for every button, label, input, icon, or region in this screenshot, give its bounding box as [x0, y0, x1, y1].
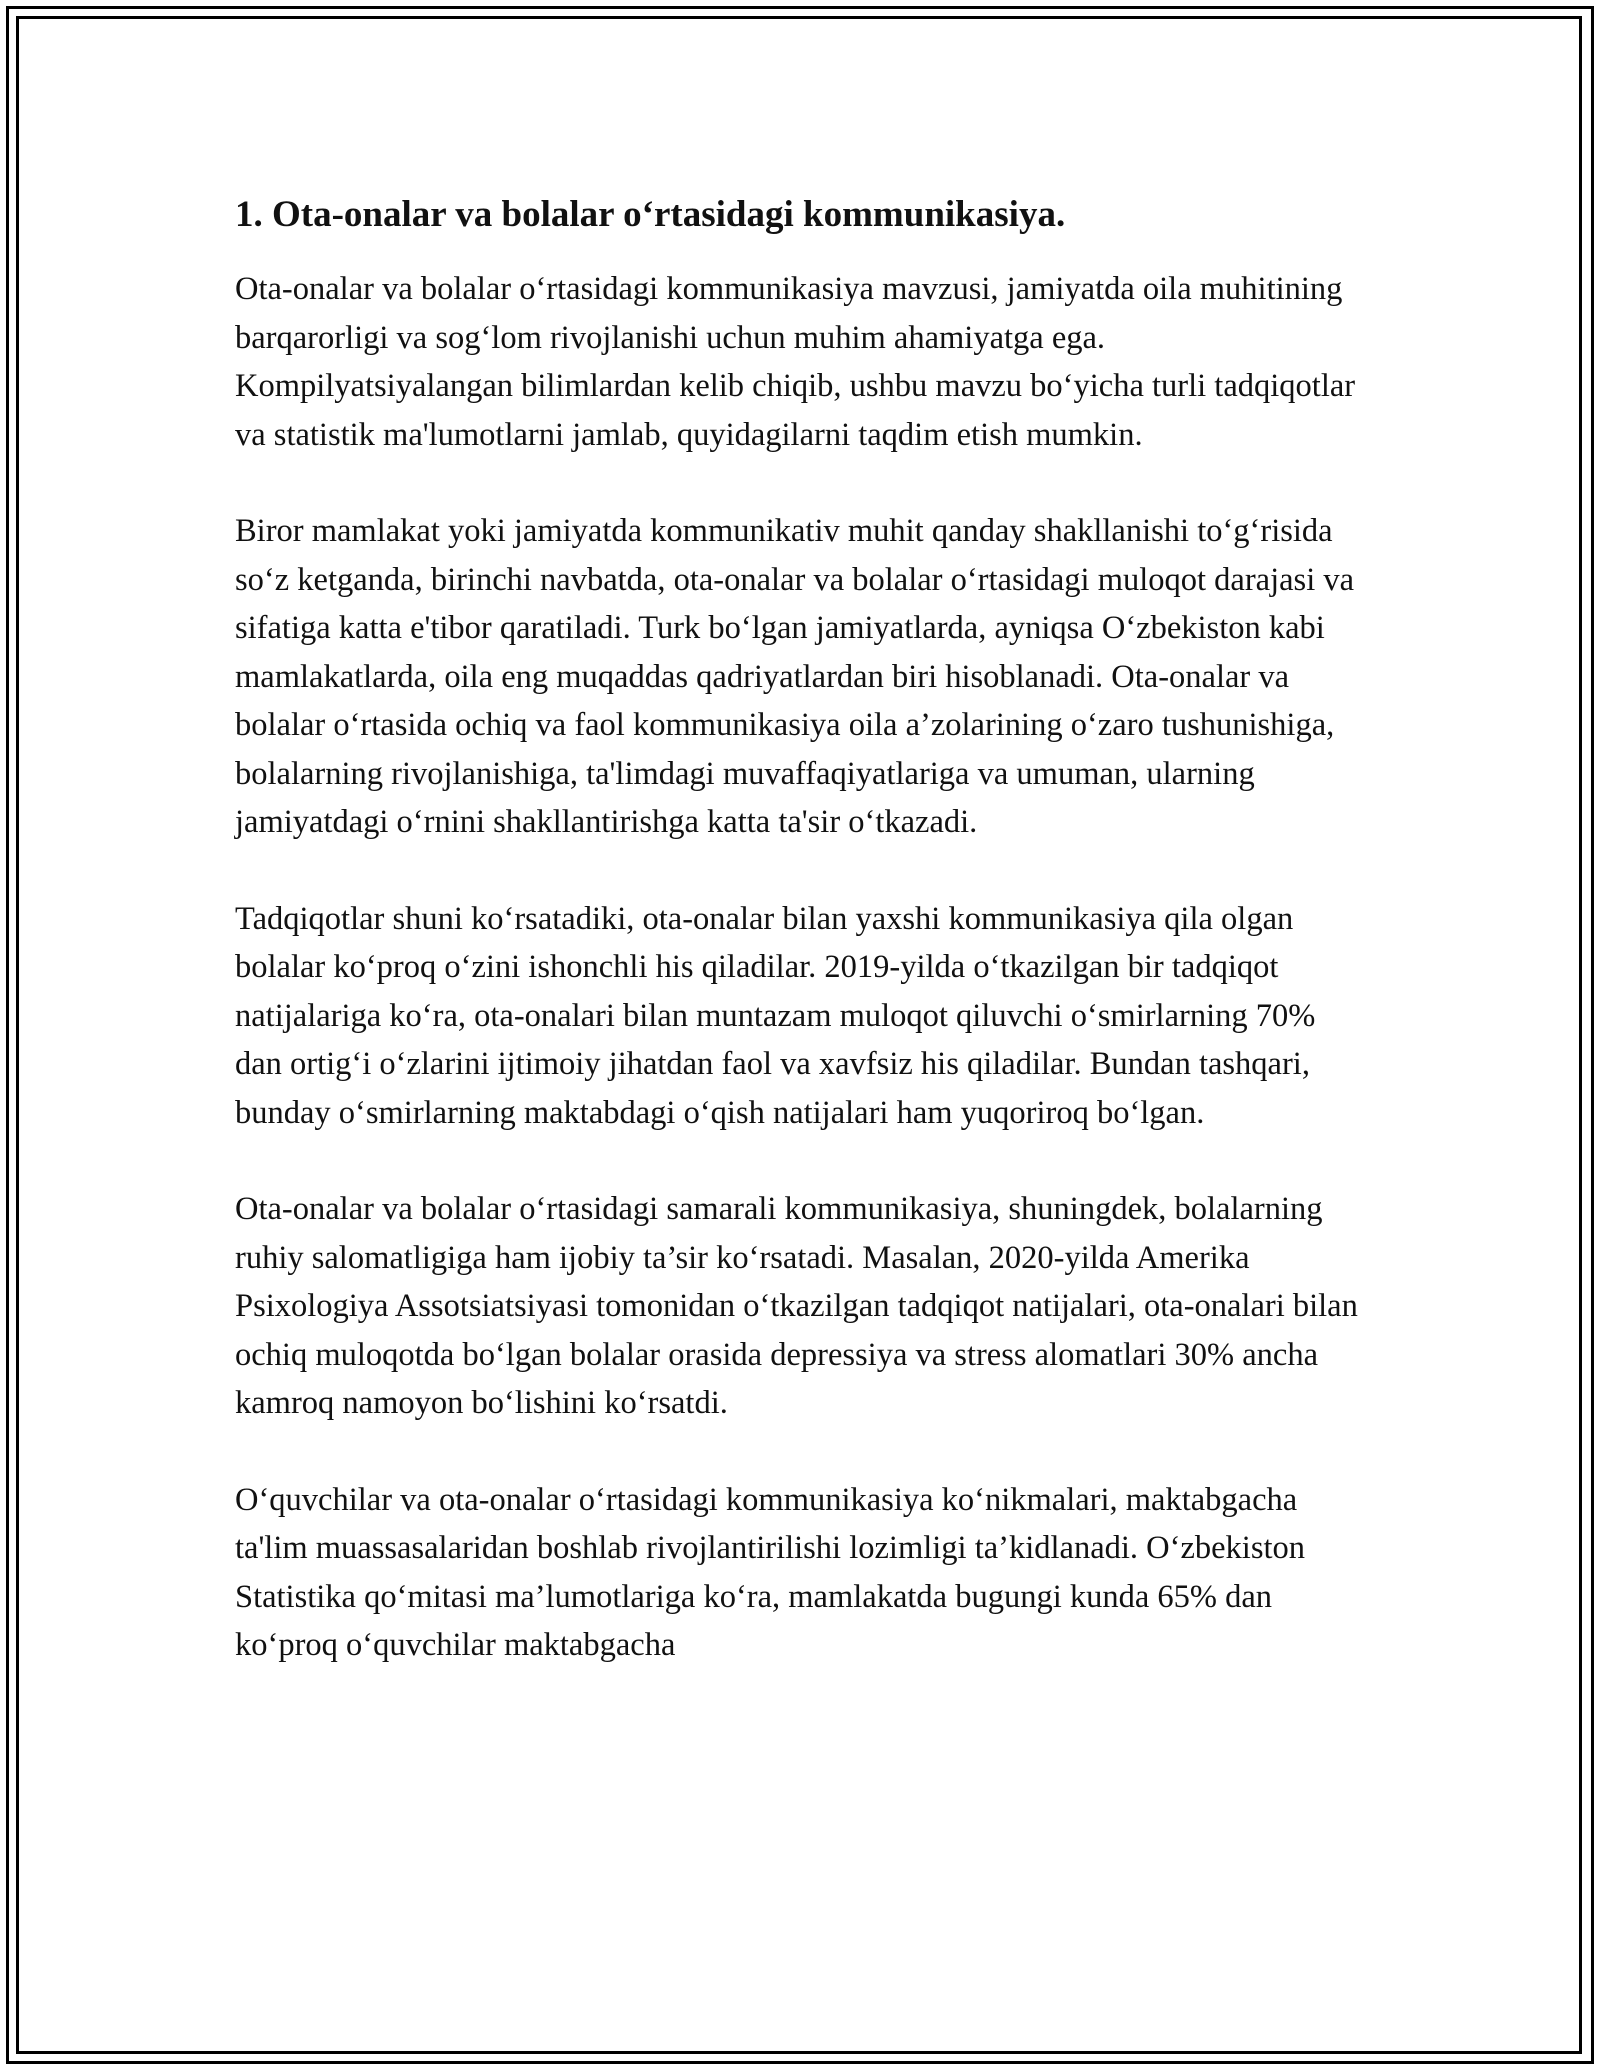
paragraph-3: Tadqiqotlar shuni ko‘rsatadiki, ota-onalar bilan yaxshi kommunikasiya qila olgan bolalar ko‘proq o‘zini ishonchli his qiladilar. 2019-yilda o‘tkazilgan bir tadqiqot natijalariga ko‘ra, ota-onalari bilan muntazam muloqot qiluvchi o‘smirlarning 70% dan ortig‘i o‘zlarini ijtimoiy jihatdan faol va xavfsiz his qiladilar. Bundan tashqari, bunday o‘smirlarning maktabdagi o‘qish natijalari ham yuqoriroq bo‘lgan. [235, 900, 1316, 1131]
section-heading: 1. Ota-onalar va bolalar o‘rtasidagi kommunikasiya. [235, 194, 1066, 235]
paragraph-4: Ota-onalar va bolalar o‘rtasidagi samarali kommunikasiya, shuningdek, bolalarning ruhiy salomatligiga ham ijobiy ta’sir ko‘rsatadi. Masalan, 2020-yilda Amerika Psixologiya Assotsiatsiyasi tomonidan o‘tkazilgan tadqiqot natijalari, ota-onalari bilan ochiq muloqotda bo‘lgan bolalar orasida depressiya va stress alomatlari 30% ancha kamroq namoyon bo‘lishini ko‘rsatdi. [235, 1191, 1358, 1421]
paragraph-5: O‘quvchilar va ota-onalar o‘rtasidagi kommunikasiya ko‘nikmalari, maktabgacha ta'lim muassasalaridan boshlab rivojlantirilishi lozimligi ta’kidlanadi. O‘zbekiston Statistika qo‘mitasi ma’lumotlariga ko‘ra, mamlakatda bugungi kunda 65% dan ko‘proq o‘quvchilar maktabgacha [235, 1481, 1306, 1663]
paragraph-2: Biror mamlakat yoki jamiyatda kommunikativ muhit qanday shakllanishi to‘g‘risida so‘z ketganda, birinchi navbatda, ota-onalar va bolalar o‘rtasidagi muloqot darajasi va sifatiga katta e'tibor qaratiladi. Turk bo‘lgan jamiyatlarda, ayniqsa O‘zbekiston kabi mamlakatlarda, oila eng muqaddas qadriyatlardan biri hisoblanadi. Ota-onalar va bolalar o‘rtasida ochiq va faol kommunikasiya oila a’zolarining o‘zaro tushunishiga, bolalarning rivojlanishiga, ta'limdagi muvaffaqiyatlariga va umuman, ularning jamiyatdagi o‘rnini shakllantirishga katta ta'sir o‘tkazadi. [235, 513, 1355, 840]
document-body [235, 190, 1370, 1718]
paragraph-1: Ota-onalar va bolalar o‘rtasidagi kommunikasiya mavzusi, jamiyatda oila muhitining barqarorligi va sog‘lom rivojlanishi uchun muhim ahamiyatga ega. Kompilyatsiyalangan bilimlardan kelib chiqib, ushbu mavzu bo‘yicha turli tadqiqotlar va statistik ma'lumotlarni jamlab, quyidagilarni taqdim etish mumkin. [235, 271, 1356, 453]
